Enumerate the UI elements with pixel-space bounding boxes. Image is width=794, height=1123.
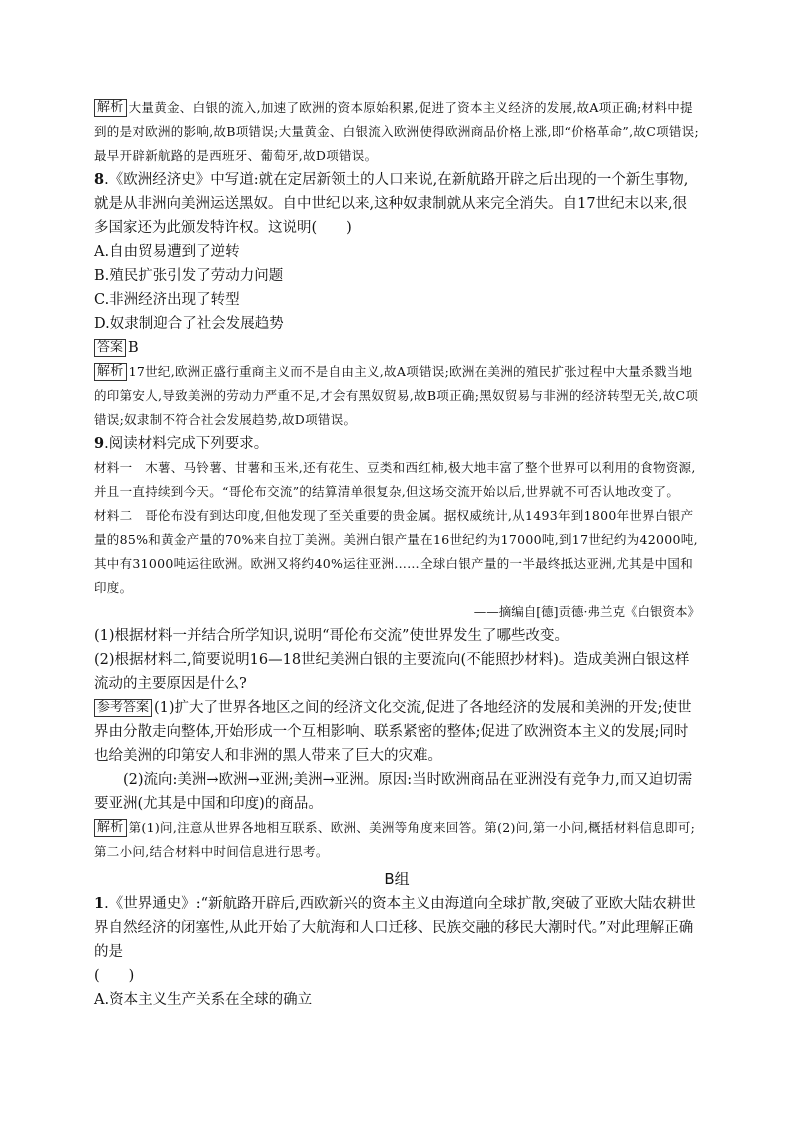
- q9-ref2: (2)流向:美洲→欧洲→亚洲;美洲→亚洲。原因:当时欧洲商品在亚洲没有竞争力,而又迫切需要亚洲(尤其是中国和印度)的商品。: [94, 772, 693, 812]
- b1-option-a: A.资本主义生产关系在全球的确立: [94, 992, 313, 1008]
- q8-option-b: B.殖民扩张引发了劳动力问题: [94, 268, 284, 284]
- q9-analysis: [94, 816, 700, 864]
- q9-source: ——摘编自[德]贡德·弗兰克《白银资本》: [473, 604, 700, 619]
- q8-answer: [94, 336, 700, 360]
- b1-number: 1: [94, 895, 105, 912]
- group-b-title: B组: [384, 870, 410, 888]
- analysis-tag: 解析: [94, 819, 127, 837]
- reference-answer-tag: 参考答案: [94, 699, 152, 717]
- analysis-tag: 解析: [94, 363, 127, 381]
- q8-answer-value: B: [128, 340, 139, 356]
- q9-ref1: [94, 696, 700, 768]
- q8-stem-text: .《欧洲经济史》中写道:就在定居新领土的人口来说,在新航路开辟之后出现的一个新生事物,就是从非洲向美洲运送黑奴。自中世纪以来,这种奴隶制就从来完全消失。自17世纪末以来,很多国家还为此颁发特许权。这说明( ): [94, 172, 689, 236]
- q8-option-c: C.非洲经济出现了转型: [94, 292, 240, 308]
- b1-stem: [94, 892, 700, 964]
- q9-material2: [94, 504, 700, 600]
- q9-stem-text: .阅读材料完成下列要求。: [104, 436, 269, 452]
- material1-text: 木薯、马铃薯、甘薯和玉米,还有花生、豆类和西红柿,极大地丰富了整个世界可以利用的食物资源,并且一直持续到今天。“哥伦布交流”的结算清单很复杂,但这场交流开始以后,世界就不可否认地改变了。: [94, 460, 696, 499]
- answer-tag: 答案: [94, 339, 126, 357]
- q8-option-d: D.奴隶制迎合了社会发展趋势: [94, 316, 284, 332]
- b1-stem-text: .《世界通史》:“新航路开辟后,西欧新兴的资本主义由海道向全球扩散,突破了亚欧大陆农耕世界自然经济的闭塞性,从此开始了大航海和人口迁移、民族交融的移民大潮时代。”对此理解正确的是: [94, 896, 696, 960]
- q9-sub1: (1)根据材料一并结合所学知识,说明“哥伦布交流”使世界发生了哪些改变。: [94, 628, 569, 644]
- material1-label: 材料一: [94, 460, 133, 475]
- q8-stem: [94, 168, 700, 240]
- document-page: [94, 96, 700, 1012]
- q9-number: 9: [94, 435, 105, 452]
- q7-analysis-text: 大量黄金、白银的流入,加速了欧洲的资本原始积累,促进了资本主义经济的发展,故A项正确;材料中提到的是对欧洲的影响,故B项错误;大量黄金、白银流入欧洲使得欧洲商品价格上涨,即“价格革命”,故C项错误;最早开辟新航路的是西班牙、葡萄牙,故D项错误。: [94, 100, 699, 163]
- analysis-tag: 解析: [94, 99, 127, 117]
- q9-stem: [94, 432, 700, 456]
- q8-number: 8: [94, 171, 105, 188]
- q9-material1: [94, 456, 700, 504]
- material2-text: 哥伦布没有到达印度,但他发现了至关重要的贵金属。据权威统计,从1493年到1800年世界白银产量的85%和黄金产量的70%来自拉丁美洲。美洲白银产量在16世纪约为17000吨,到17世纪约为42000吨,其中有31000吨运往欧洲。欧洲又将约40%运往亚洲……全球白银产量的一半最终抵达亚洲,尤其是中国和印度。: [94, 508, 698, 595]
- q9-sub2: (2)根据材料二,简要说明16—18世纪美洲白银的主要流向(不能照抄材料)。造成美洲白银这样流动的主要原因是什么?: [94, 652, 690, 692]
- b1-paren: ( ): [94, 968, 135, 984]
- q8-option-a: A.自由贸易遭到了逆转: [94, 244, 240, 260]
- material2-label: 材料二: [94, 508, 133, 523]
- q8-analysis-text: 17世纪,欧洲正盛行重商主义而不是自由主义,故A项错误;欧洲在美洲的殖民扩张过程中大量杀戮当地的印第安人,导致美洲的劳动力严重不足,才会有黑奴贸易,故B项正确;黑奴贸易与非洲的经济转型无关,故C项错误;奴隶制不符合社会发展趋势,故D项错误。: [94, 364, 699, 427]
- q8-analysis: [94, 360, 700, 432]
- q9-ref1-text: (1)扩大了世界各地区之间的经济文化交流,促进了各地经济的发展和美洲的开发;使世界由分散走向整体,开始形成一个互相影响、联系紧密的整体;促进了欧洲资本主义的发展;同时也给美洲的印第安人和非洲的黑人带来了巨大的灾难。: [94, 700, 692, 764]
- q9-analysis-text: 第(1)问,注意从世界各地相互联系、欧洲、美洲等角度来回答。第(2)问,第一小问,概括材料信息即可;第二小问,结合材料中时间信息进行思考。: [94, 820, 696, 859]
- q7-analysis: [94, 96, 700, 168]
